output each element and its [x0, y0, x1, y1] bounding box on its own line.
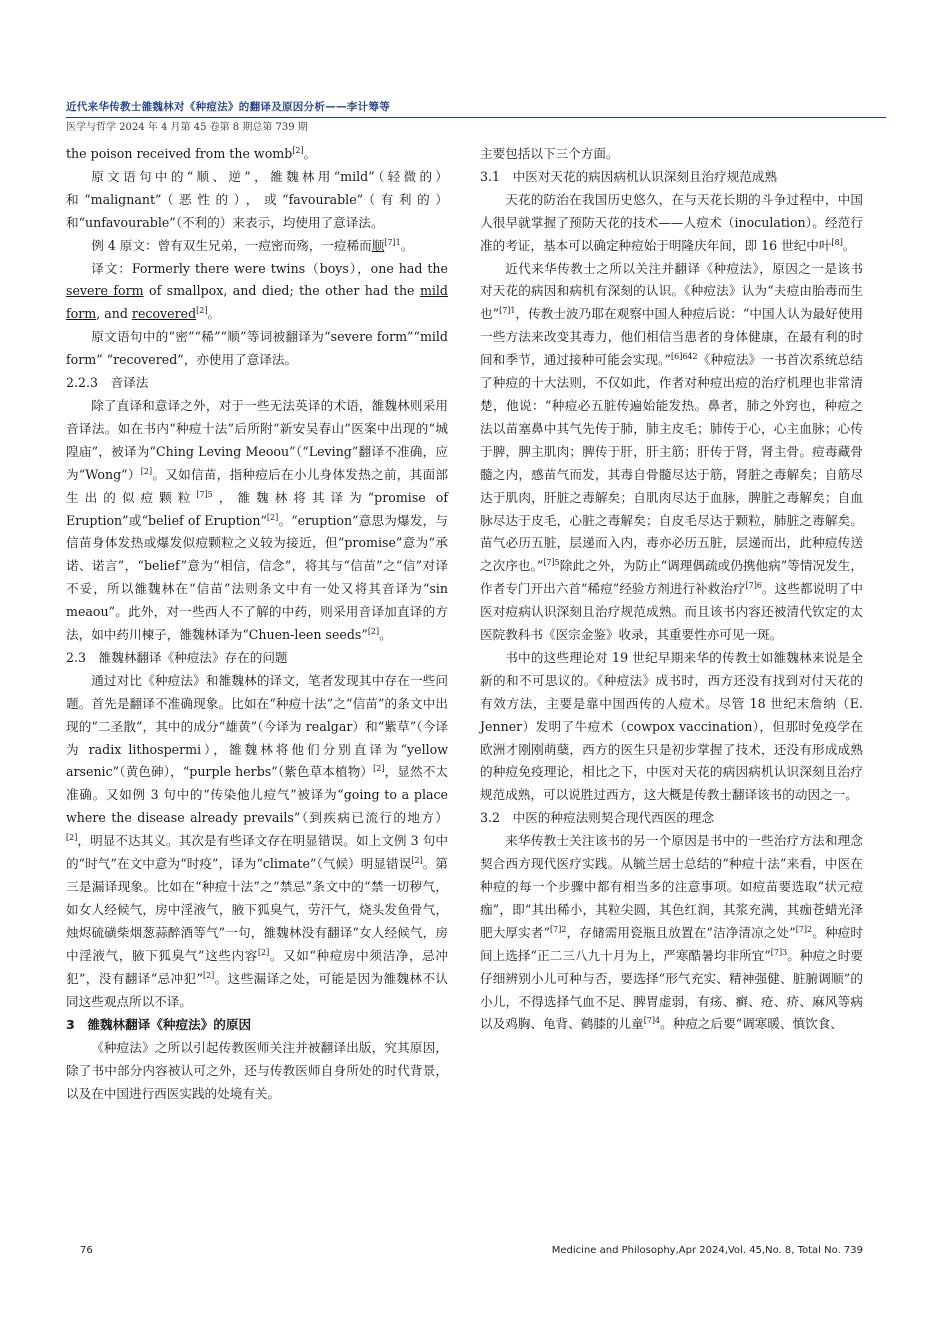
paragraph: 天花的防治在我国历史悠久，在与天花长期的斗争过程中，中国人很早就掌握了预防天花的技术——人痘术（inoculation）。经范行准的考证，基本可以确定种痘始于明隆庆年间，即 16 世纪中叶[8]。: [480, 191, 863, 253]
running-header: [66, 100, 886, 134]
journal-info: Medicine and Philosophy,Apr 2024,Vol. 45,No. 8, Total No. 739: [551, 1245, 863, 1256]
paragraph: 原文语句中的“密”“稀”“顺”等词被翻译为“severe form”“mild form” “recovered”，亦使用了意译法。: [66, 329, 448, 368]
example-4-original: 例 4 原文：曾有双生兄弟，一痘密而殇，一痘稀而顺$^{[7]1}$。: [91, 237, 414, 253]
paragraph: 《种痘法》之所以引起传教医师关注并被翻译出版，究其原因，除了书中部分内容被认可之外，还与传教医师自身所处的时代背景，以及在中国进行西医实践的处境有关。: [66, 1039, 448, 1101]
page-number: 76: [80, 1245, 93, 1256]
paragraph: 主要包括以下三个方面。: [480, 146, 619, 161]
citation: [2]: [196, 306, 208, 316]
citation: [2]: [292, 145, 304, 155]
paragraph: the poison received from the womb[2]。: [66, 145, 317, 161]
paragraph: 来华传教士关注该书的另一个原因是书中的一些治疗方法和理念契合西方现代医疗实践。从毓兰居士总结的“种痘十法”来看，中医在种痘的每一个步骤中都有相当多的注意事项。如痘苗要选取“状元痘痂”，即“其出稀小，其粒尖圆，其色红润，其浆充满，其痂苍蜡光泽肥大厚实者”$^{[7]2}$，存储需用瓷瓶且放置在“洁净清凉之处”$^{[7]2}$。种痘时间上选择“正二三八九十月为上，严寒酷暑均非所宜”$^{[7]3}$。种痘之时要仔细辨别小儿可种与否，要选择“形气充实、精神强健、脏腑调顺”的小儿，不得选择气血不足、脾胃虚弱，有疡、癣、疮、疥、麻风等病以及鸡胸、龟背、鹤膝的儿童$^{[7]4}$。种痘之后要“调寒暖、慎饮食、: [480, 833, 864, 1032]
section-heading-2-3: 2.3 雒魏林翻译《种痘法》存在的问题: [66, 649, 288, 665]
section-heading-3-2: 3.2 中医的种痘法则契合现代西医的理念: [480, 810, 715, 826]
header-title: 近代来华传教士雒魏林对《种痘法》的翻译及原因分析——李计筹等: [66, 101, 390, 113]
paragraph: 通过对比《种痘法》和雒魏林的译文，笔者发现其中存在一些问题。首先是翻译不准确现象。比如在“种痘十法”之“信苗”的条文中出现的“二圣散”，其中的成分“雄黄”（今译为 realgar）和“紫草”（今译为 radix lithospermi），雒魏林将他们分别直译为“yellow arsenic”（黄色砷），“purple herbs”（紫色草本植物）[2]，显然不太准确。又如例 3 句中的“传染他儿痘气”被译为“going to a place where the disease already prevails”（到疾病已流行的地方）[2]，明显不达其义。其次是有些译文存在明显错误。如上文例 3 句中的“时气”在文中意为“时疫”，译为“climate”（气候）明显错误[2]。第三是漏译现象。比如在“种痘十法”之“禁忌”条文中的“禁一切秽气，如女人经候气，房中淫液气，腋下狐臭气，劳汗气，烧头发鱼骨气，烛烬硫磺柴烟葱蒜醉酒等气”一句，雒魏林没有翻译“女人经候气，房中淫液气，腋下狐臭气”这些内容[2]。又如“种痘房中须洁净，忌冲犯”，没有翻译“忌冲犯”[2]。这些漏译之处，可能是因为雒魏林不认同这些观点所以不译。: [66, 672, 449, 1009]
citation: [7]1: [384, 237, 401, 247]
right-column: [480, 143, 863, 1036]
section-heading-2-2-3: 2.2.3 音译法: [66, 375, 149, 391]
header-issue-info: 医学与哲学 2024 年 4 月第 45 卷第 8 期总第 739 期: [66, 122, 308, 133]
example-4-translation: 译文：Formerly there were twins（boys），one had the severe form of smallpox, and died; the other had the mild form, and recovered[2]。: [66, 260, 448, 322]
section-heading-3: 3 雒魏林翻译《种痘法》的原因: [66, 1017, 252, 1033]
section-heading-3-1: 3.1 中医对天花的病因病机认识深刻且治疗规范成熟: [480, 168, 778, 184]
paragraph: 原文语句中的“顺、逆”，雒魏林用“mild”（轻微的）和“malignant”（恶性的），或“favourable”（有利的）和“unfavourable”（不利的）来表示，均使用了意译法。: [66, 168, 448, 230]
paragraph: 除了直译和意译之外，对于一些无法英译的术语，雒魏林则采用音译法。如在书内“种痘十法”后所附“新安吴春山”医案中出现的“城隍庙”，被译为“Ching Leving Meoou”（“Leving”翻译不准确，应为“Wong”）[2]。又如信苗，指种痘后在小儿身体发热之前，其面部生出的似痘颗粒$^{[7]5}$，雒魏林将其译为“promise of Eruption”或“belief of Eruption”[2]。“eruption”意思为爆发，与信苗身体发热或爆发似痘颗粒之义较为接近，但“promise”意为“承诺、诺言”，“belief”意为“相信，信念”，将其与“信苗”之“信”对译不妥，所以雒魏林在“信苗”法则条文中有一处又将其音译为“sin meaou”。此外，对一些西人不了解的中药，则采用音译加直译的方法，如中药川楝子，雒魏林译为“Chuen-leen seeds”[2]。: [66, 397, 449, 643]
paragraph: 书中的这些理论对 19 世纪早期来华的传教士如雒魏林来说是全新的和不可思议的。《种痘法》成书时，西方还没有找到对付天花的有效方法，主要是靠中国西传的人痘术。尽管 18 世纪末詹纳（E. Jenner）发明了牛痘术（cowpox vaccination），但那时免疫学在欧洲才刚刚萌蘖，西方的医生只是初步掌握了技术，还没有形成成熟的种痘免疫理论，相比之下，中医对天花的病因病机认识深刻且治疗规范成熟，可以说胜过西方，这大概是传教士翻译该书的动因之一。: [480, 649, 863, 803]
header-rule: [66, 117, 886, 118]
paragraph: 近代来华传教士之所以关注并翻译《种痘法》，原因之一是该书对天花的病因和病机有深刻的认识。《种痘法》认为“夫痘由胎毒而生也”$^{[7]1}$，传教士波乃耶在观察中国人种痘后说：“中国人认为最好使用一些方法来改变其毒力，他们相信当患者的身体健康，在最有利的时间和季节，通过接种可能会实现。”$^{[6]642}$《种痘法》一书首次系统总结了种痘的十大法则，不仅如此，作者对种痘出痘的治疗机理也非常清楚，他说：“种痘必五脏传遍始能发热。鼻者，肺之外窍也，种痘之法以苗塞鼻中其气先传于肺，肺主皮毛；肺传于心，心主血脉；心传于脾，脾主肌肉；脾传于肝，肝主筋；肝传于肾，肾主骨。痘毒藏骨髓之内，感苗气而发，其毒自骨髓尽达于筋，肾脏之毒解矣；自筋尽达于肌肉，肝脏之毒解矣；自肌肉尽达于血脉，脾脏之毒解矣；自血脉尽达于皮毛，心脏之毒解矣；自皮毛尽达于颗粒，肺脏之毒解矣。苗气必历五脏，层递而入内，毒亦必历五脏，层递而出，此种痘传送之次序也。”$^{[7]5}$除此之外，为防止“调理偶疏或仍携他病”等情况发生，作者专门开出六首“稀痘”经验方剂进行补救治疗$^{[7]6}$。这些都说明了中医对痘病认识深刻且治疗规范成熟。而且该书内容还被清代钦定的太医院教科书《医宗金鉴》收录，其重要性亦可见一斑。: [480, 260, 864, 643]
left-column: [66, 143, 448, 1106]
